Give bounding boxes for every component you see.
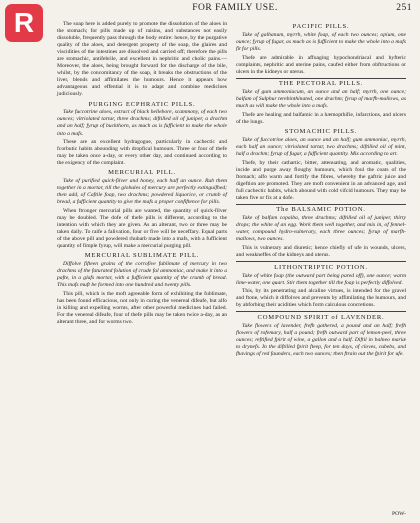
left-column bbox=[57, 21, 227, 328]
section-heading: PACIFIC PILLS. bbox=[292, 23, 350, 30]
recipe-paragraph: Take flowers of lavender, frefh gathered, a pound and an half; frefh flowers of rofemary, half a pound; frefh outward part of lemon-peel, three ounces; reftified fpirit of wine, a gallon and a half. Diftil in balneo mariæ to drynefs. In the diftilled fpirit fteep, for ten days, of cloves, cubebs, and fhavings of red faunders, each two ounces; then ftrain out the fpirit for ufe. bbox=[236, 322, 406, 358]
recipe-paragraph: Take of gum ammoniacum, an ounce and an half; myrrh, one ounce; balfam of Sulphur terebinthinated, one drachm; fyrup of marfh-mallows, as much as will make the whole into a mafs. bbox=[236, 89, 406, 110]
page-header bbox=[58, 3, 412, 17]
body-paragraph: Thefe, by their cathartic, bitter, attenuating, and aromatic, qualities, incide and purge away floughy humours, which foul the coats of the ftomach; alfo warm and fortify the fibres, whereby the gaftric juice and digeftion are promoted. They are moft convenient in an advanced age, and full cachectic habits, which abound with cold vifcid humours. They may be taken five or fix at a dofe. bbox=[236, 159, 406, 201]
recipe-paragraph: Take of balfam copaiba, three drachms; diftilled oil of juniper, thirty drops; the white of an egg. Work them well together, and mix in, of fennel-water, compound hydro-vulnerary, each three ounces; fyrup of marfh-mallows, two ounces. bbox=[236, 215, 406, 243]
section-heading: The BALSAMIC POTION. bbox=[236, 204, 406, 214]
page-number: 251 bbox=[396, 3, 412, 13]
section-heading: THE PECTORAL PILLS. bbox=[236, 78, 406, 88]
recipe-paragraph: Take fuccotrine aloes, extract of black hellebore, scammony, of each two ounces; vitriolated tartar, three drachms; diftilled oil of juniper, a drachm and an half; fyrup of buckthorn, as much as is fufficient to make the whole into a mafs. bbox=[57, 109, 227, 137]
body-paragraph: These are an excellent hydragogue, particularly in cachectic and fcorbutic habits abounding with dropfical humours. Three or four of thefe may be taken once a-day, or every other day, and continued according to the exigency of the complaint. bbox=[57, 139, 227, 167]
catchword-holder bbox=[236, 511, 406, 518]
recipe-paragraph: Take of galbanum, myrrh, white foap, of each two ounces; opium, one ounce; fyrup of fugar, as much as is fufficient to make the whole into a mafs fit for pills. bbox=[236, 31, 406, 52]
recipe-paragraph: Take of white foap (the outward part being pared off), one ounce; warm lime-water, one quart. Stir them together till the foap is perfectly diffolved. bbox=[236, 272, 406, 286]
body-paragraph: Thefe are admirable in affuaging hypochondriacal and hyfteric complaints, nephritic and uterine pains, caufed either from obftructions or ulcers in the kidneys or uterus. bbox=[236, 54, 406, 75]
section-heading: COMPOUND SPIRIT of LAVENDER. bbox=[236, 311, 406, 321]
body-paragraph: When ftronger mercurial pills are wanted, the quantity of quick-filver may be doubled. The dofe of thefe pills is different, according to the intention with which they are given. As an alterant, two or three may be taken daily. To raife a falivation, four or five will be neceffary. Equal parts of the above pill and powdered rhubarb made into a mafs, with a fufficient quantity of fimple fyrup, will make a mercurial purging pill. bbox=[57, 207, 227, 250]
catchword: POW- bbox=[392, 510, 406, 517]
right-column bbox=[236, 21, 406, 360]
body-paragraph: This, by its penetrating and alcaline virtues, is intended for the gravel and ftone, which it diffolves and prevents by affimilating the humours, and by abforbing their acidities which form calculous concretions. bbox=[236, 288, 406, 309]
body-paragraph: This is vulnerary and diuretic; hence chiefly of ufe in wounds, ulcers, and weakneffes of the kidneys and uterus. bbox=[236, 245, 406, 259]
recipe-paragraph: Take of fuccotrine aloes, an ounce and an half; gum ammoniac, myrrh, each half an ounce; vitriolated tartar, two drachms; diftilled oil of mint, half a drachm; fyrup of fugar, a fufficient quantity. Mix according to art. bbox=[236, 136, 406, 157]
section-heading: MERCURIAL SUBLIMATE PILL. bbox=[84, 252, 200, 260]
body-paragraph: The soap here is added purely to promote the dissolution of the aloes in the stomach; for pills made up of raisins, and substances not easily dissoluble, frequently pass through the body entire: hence, by the purgative quality of the aloes, and detergent property of the soap, the glaires and viscidities of the intestines are dissolved and carried off; therefore the pills are stomachic, antifebrile, and excellent in nephritic and cholic pains.—Moreover, the aloes, being brought forward for the discharge of the bile, whilst, by the concomitancy of the soap, it breaks the obstructions of the liver, blends and affimilates the humours. Hence it appears how advantageous and effential it is to adapt and combine medicines judiciously. bbox=[57, 21, 227, 98]
brand-logo bbox=[5, 4, 43, 42]
running-title: FOR FAMILY USE. bbox=[192, 3, 278, 13]
recipe-paragraph: Diffolve fifteen grains of the corrofive fublimate of mercury in two drachms of the faturated folution of crude fal ammoniac, and make it into a pafte, in a glafs mortar, with a fufficient quantity of the crumb of bread. This mafs muft be formed into one hundred and twenty pills. bbox=[57, 261, 227, 289]
logo-letter: R bbox=[13, 7, 35, 38]
body-paragraph: Thefe are healing and balfamic in a hæmopthifie, infarctions, and ulcers of the lungs. bbox=[236, 111, 406, 125]
recipe-paragraph: Take of purified quick-filver and honey, each half an ounce. Rub them together in a mortar, till the globules of mercury are perfectly extinguifhed; then add, of Caftile foap, two drachms; powdered liquorice, or crumb of bread, a fufficient quantity to give the mafs a proper confiftence for pills. bbox=[57, 178, 227, 206]
body-paragraph: This pill, which is the moft agreeable form of exhibiting the fublimate, has been found efficacious, not only in curing the venereal difeafe, but alfo in killing and expelling worms, after other powerful medicines had failed. For the venereal difeafe, four of thefe pills may be taken twice a-day, as an alterant three, and for worms two. bbox=[57, 290, 227, 326]
section-heading: MERCURIAL PILL. bbox=[108, 169, 176, 177]
section-heading: LITHONTRIPTIC POTION. bbox=[236, 261, 406, 271]
section-heading: PURGING ECPHRATIC PILLS. bbox=[88, 100, 196, 108]
section-heading: STOMACHIC PILLS. bbox=[284, 127, 358, 135]
